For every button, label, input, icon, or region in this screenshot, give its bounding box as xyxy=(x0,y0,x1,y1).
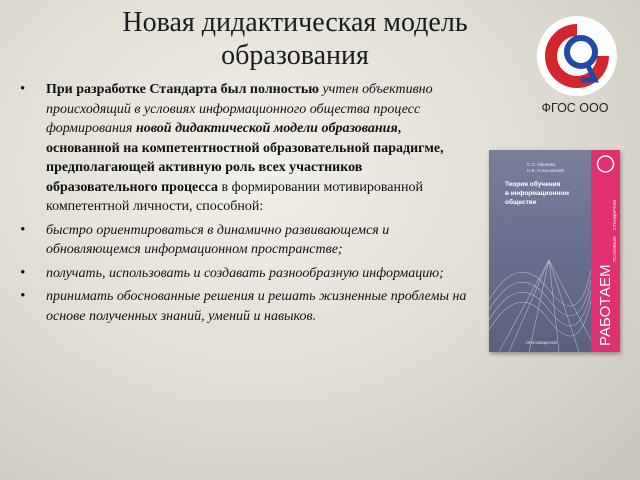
fgos-logo xyxy=(537,16,617,96)
fgos-label: ФГОС ООО xyxy=(541,101,609,115)
slide-title xyxy=(60,6,530,72)
bullet-1-emphasis: новой дидактической модели образования xyxy=(135,121,398,136)
bullet-list xyxy=(18,80,470,330)
fgos-logo-icon xyxy=(537,16,617,96)
bullet-1-bold: , основанной на компетентностной образовательной парадигме, предполагающей активную роль всех участников образовательного процесса xyxy=(46,121,444,195)
book-title-line3: обществе xyxy=(505,199,537,206)
bullet-item-3: • получать, использовать и создавать разнообразную информацию; xyxy=(18,264,470,284)
bullet-item-1 xyxy=(18,80,470,217)
book-front xyxy=(489,150,591,352)
bullet-item-2: • быстро ориентироваться в динамично развивающемся и обновляющемся информационном пространстве; xyxy=(18,221,470,260)
spine-sub-text-2: СТАНДАРТАМ xyxy=(612,199,617,230)
spine-logo-icon xyxy=(598,156,614,172)
book-author-2: Н.В. Соколовский xyxy=(527,168,564,173)
book-title-line1: Теория обучения xyxy=(505,181,561,188)
book-title xyxy=(505,180,589,207)
bullet-1-intro: При разработке Стандарта был полностью xyxy=(46,82,323,97)
spine-sub-text-1: ПО НОВЫМ xyxy=(612,236,617,262)
book-authors xyxy=(527,162,587,174)
book-cover-image xyxy=(489,150,620,352)
book-spine-text xyxy=(591,150,620,352)
book-author-1: С.О. Ивнеева xyxy=(527,162,556,167)
bullet-item-4: • принимать обоснованные решения и решать жизненные проблемы на основе полученных знаний, умений и навыков. xyxy=(18,287,470,326)
bullet-1-italic: учтен объективно происходящий в условиях информационного общества процесс формирования xyxy=(46,82,433,136)
bullet-1-end: в формировании мотивированной компетентной личности, способной: xyxy=(46,179,423,214)
slide-title-line2: образования xyxy=(221,40,369,71)
spine-main-text: РАБОТАЕМ xyxy=(597,264,614,346)
book-publisher: ПРОСВЕЩЕНИЕ xyxy=(525,340,558,345)
book-title-line2: в информационном xyxy=(505,190,570,197)
slide-title-line1: Новая дидактическая модель xyxy=(122,7,468,38)
